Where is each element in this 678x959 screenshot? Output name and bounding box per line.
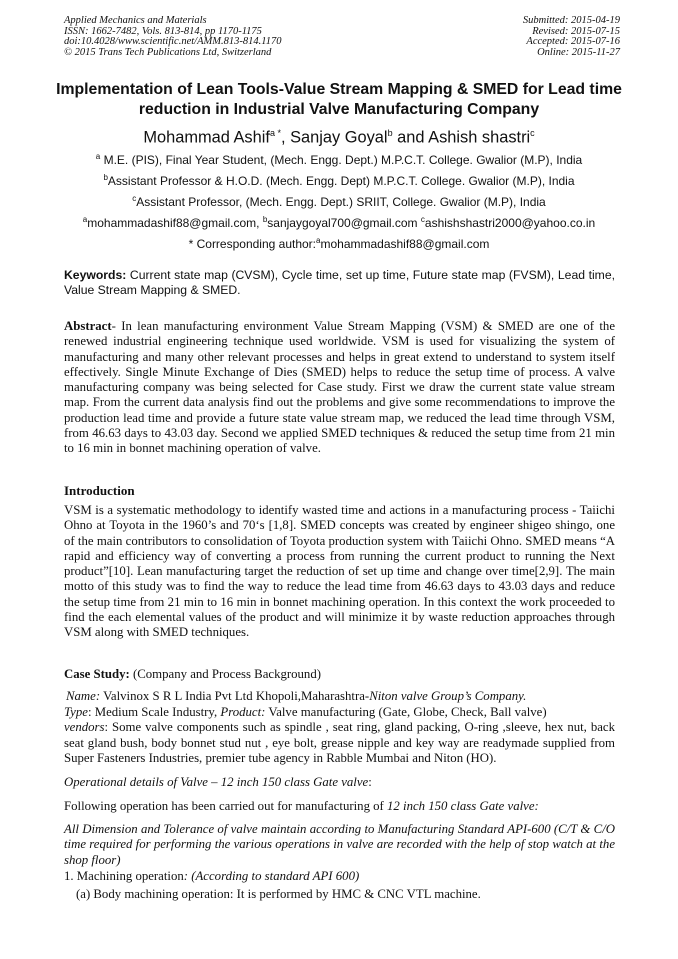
affiliation-b [40, 171, 638, 188]
vendors-text: : Some valve components such as spindle , seat ring, gland packing, O-ring ,sleeve, hex nut, back seat gland bush, body bonnet stud nut , eye bolt, grease nipple and key way are readymade supplied from Super Fasteners Industries, premier tube agency in Rabble Mumbai and Niton (HO). [64, 720, 615, 765]
publication-dates [523, 16, 620, 58]
company-name [66, 689, 526, 704]
keywords-label: Keywords: [64, 268, 127, 282]
submitted-date: Submitted: 2015-04-19 [522, 15, 620, 26]
email-sup: a [82, 215, 88, 224]
journal-info [64, 16, 281, 58]
corresponding-email[interactable]: mohammadashif88@gmail.com [320, 237, 490, 251]
keywords [64, 268, 615, 299]
body-machining-operation: (a) Body machining operation: It is performed by HMC & CNC VTL machine. [76, 887, 481, 901]
machining-operation [64, 869, 359, 884]
vendors-label: vendors [64, 720, 105, 735]
issn-line: ISSN: 1662-7482, Vols. 813-814, pp 1170-1175 [64, 25, 262, 37]
operation-standard: : (According to standard API 600) [183, 869, 360, 883]
affiliation-c [40, 192, 638, 209]
following-text: Following operation has been carried out for manufacturing of [64, 799, 388, 813]
introduction-text: VSM is a systematic methodology to identify wasted time and actions in a manufacturing process - Taiichi Ohno at Toyota in the 1960’s and 70‘s [1,8]. SMED concepts was created by engineer shigeo shingo, one of the main contributors to consolidation of Toyota production system with Taiichi Ohno. SMED means “A rapid and efficiency way of converting a process from running the current product to running the Next product”[10]. Lean manufacturing target the reduction of set up time and change over time[2,9]. The main motto of this study was to find the way to reduce the lead time from 46.63 days to 43.03 days and reduce the setup time from 21 min to 16 min in bonnet machining operation. In this context the work proceeded to find the each elemental values of the product and will minimize it by waste reduction approaches through VSM along with SMED techniques. [64, 503, 615, 640]
company-details [64, 705, 615, 766]
copyright-line: © 2015 Trans Tech Publications Ltd, Switzerland [64, 46, 272, 58]
operation-label: 1. Machining operation [64, 869, 184, 883]
author-sup: c [530, 128, 535, 138]
doi-line: doi:10.4028/www.scientific.net/AMM.813-814.1170 [64, 36, 282, 48]
type-text: : Medium Scale Industry, [87, 705, 221, 719]
author-name: , Sanjay Goyal [280, 128, 388, 147]
introduction-heading: Introduction [64, 483, 135, 498]
corresponding-label: * Corresponding author: [188, 237, 317, 251]
name-text: Valvinox S R L India Pvt Ltd Khopoli,Maharashtra- [100, 689, 370, 703]
name-label: Name: [66, 689, 101, 703]
paper-title: Implementation of Lean Tools-Value Stream Mapping & SMED for Lead time reduction in Industrial Valve Manufacturing Company [56, 81, 622, 118]
author-list [40, 123, 638, 147]
abstract [64, 319, 615, 457]
affiliation-a [40, 150, 638, 167]
operational-label: Operational details of Valve – 12 inch 150 class Gate valve [64, 775, 369, 789]
author-name: and Ashish shastri [392, 128, 531, 147]
case-study-label: Case Study: [64, 667, 133, 681]
online-date: Online: 2015-11-27 [537, 46, 620, 58]
affiliation-text: Assistant Professor & H.O.D. (Mech. Engg. Dept) M.P.C.T. College. Gwalior (M.P), India [107, 174, 575, 188]
abstract-label: Abstract [64, 319, 112, 333]
email-b[interactable]: sanjaygoyal700@gmail.com [267, 216, 421, 230]
corresponding-author [40, 234, 638, 251]
affiliation-sup: b [103, 173, 108, 182]
email-list [40, 213, 638, 230]
author-sup: b [387, 128, 393, 138]
case-study-subtitle: (Company and Process Background) [132, 667, 321, 681]
dimension-note: All Dimension and Tolerance of valve maintain according to Manufacturing Standard API-600 (C/T & C/O time required for performing the various operations in valve are recorded with the help of stop watch at the shop floor) [64, 822, 615, 867]
operational-colon: : [368, 775, 372, 789]
affiliation-sup: c [132, 194, 137, 203]
valve-type: 12 inch 150 class Gate valve: [387, 799, 539, 813]
name-group: Niton valve Group’s Company. [369, 689, 527, 703]
revised-date: Revised: 2015-07-15 [532, 25, 620, 37]
affiliation-text: Assistant Professor, (Mech. Engg. Dept.) SRIIT, College. Gwalior (M.P), India [136, 195, 546, 209]
author-sup: a * [269, 128, 281, 138]
following-operations [64, 799, 539, 814]
abstract-text: - In lean manufacturing environment Value Stream Mapping (VSM) & SMED are one of the renewed industrial engineering technique used worldwide. VSM is used for visualizing the system of manufacturing and many other relevant processes and helps in great extend to understand to system itself effectively. Single Minute Exchange of Dies (SMED) helps to reduce the setup time of process. A valve manufacturing company was being selected for Case study. First we draw the current state value stream map. From the current data analysis find out the problems and give some recommendations to improve the production lead time and provide a future state value stream map, we reduced the lead time through VSM, from 46.63 days to 43.03 day. Second we applied SMED techniques & reduced the setup time from 21 min to 16 min in bonnet machining operation of valve. [64, 319, 615, 456]
operational-details [64, 775, 372, 790]
affiliation-sup: a [95, 152, 101, 161]
case-study-heading [64, 667, 321, 682]
product-label: Product: [220, 705, 266, 719]
author-name: Mohammad Ashif [143, 128, 270, 147]
email-sup: c [420, 215, 425, 224]
affiliation-text: M.E. (PIS), Final Year Student, (Mech. Engg. Dept.) M.P.C.T. College. Gwalior (M.P), India [103, 153, 583, 167]
type-label: Type [64, 705, 88, 719]
keywords-text: Current state map (CVSM), Cycle time, set up time, Future state map (FVSM), Lead time, Value Stream Mapping & SMED. [64, 268, 615, 298]
email-sup: b [262, 215, 268, 224]
journal-name: Applied Mechanics and Materials [64, 15, 207, 26]
corresponding-sup: a [316, 236, 321, 245]
email-a[interactable]: mohammadashif88@gmail.com, [87, 216, 263, 230]
email-c[interactable]: ashishshastri2000@yahoo.co.in [424, 216, 596, 230]
accepted-date: Accepted: 2015-07-16 [526, 36, 620, 48]
product-text: Valve manufacturing (Gate, Globe, Check, Ball valve) [265, 705, 547, 719]
